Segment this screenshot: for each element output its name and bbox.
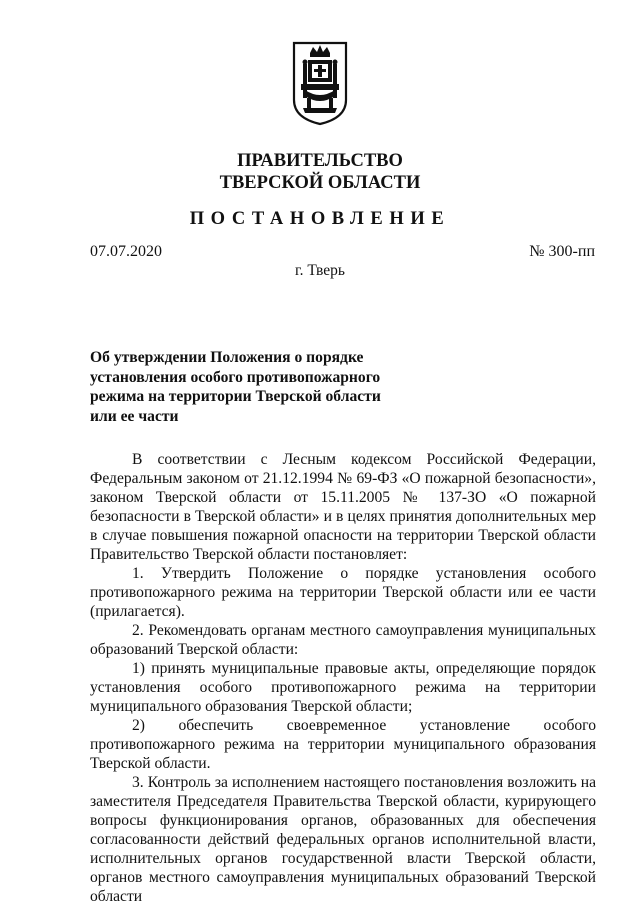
body-paragraph-2-2: 2) обеспечить своевременное установление особого противопожарного режима на территории муниципального образования Тверской области.: [90, 717, 596, 772]
document-city: г. Тверь: [295, 262, 345, 279]
body-paragraph-3: 3. Контроль за исполнением настоящего постановления возложить на заместителя Председателя Правительства Тверской области, курирующего вопросы функционирования органов, образованных для обеспечения согласованности действий федеральных органов исполнительной власти, исполнительных органов государственной власти Тверской области, органов местного самоуправления муниципальных образований Тверской области: [90, 774, 596, 905]
government-name-line2: ТВЕРСКОЙ ОБЛАСТИ: [219, 173, 421, 193]
government-name-line1: ПРАВИТЕЛЬСТВО: [237, 151, 403, 171]
document-type-title: ПОСТАНОВЛЕНИЕ: [189, 209, 451, 229]
document-body: [90, 450, 596, 906]
document-date: 07.07.2020: [90, 243, 162, 260]
document-number: № 300-пп: [529, 243, 595, 260]
body-paragraph-2: 2. Рекомендовать органам местного самоуправления муниципальных образований Тверской области:: [90, 622, 596, 658]
tver-coat-of-arms-icon: [291, 40, 349, 126]
body-paragraph-2-1: 1) принять муниципальные правовые акты, определяющие порядок установления особого противопожарного режима на территории муниципального образования Тверской области;: [90, 660, 596, 715]
body-paragraph-preamble: В соответствии с Лесным кодексом Российской Федерации, Федеральным законом от 21.12.1994 № 69-ФЗ «О пожарной безопасности», законом Тверской области от 15.11.2005 № 137-ЗО «О пожарной безопасности в Тверской области» и в целях принятия дополнительных мер в случае повышения пожарной опасности на территории Тверской области Правительство Тверской области постановляет:: [90, 451, 596, 563]
body-paragraph-1: 1. Утвердить Положение о порядке установления особого противопожарного режима на территории Тверской области или ее части (прилагается).: [90, 565, 596, 620]
government-name: [0, 150, 640, 194]
document-subject: Об утверждении Положения о порядке установления особого противопожарного режима на территории Тверской области или ее части: [90, 349, 381, 425]
